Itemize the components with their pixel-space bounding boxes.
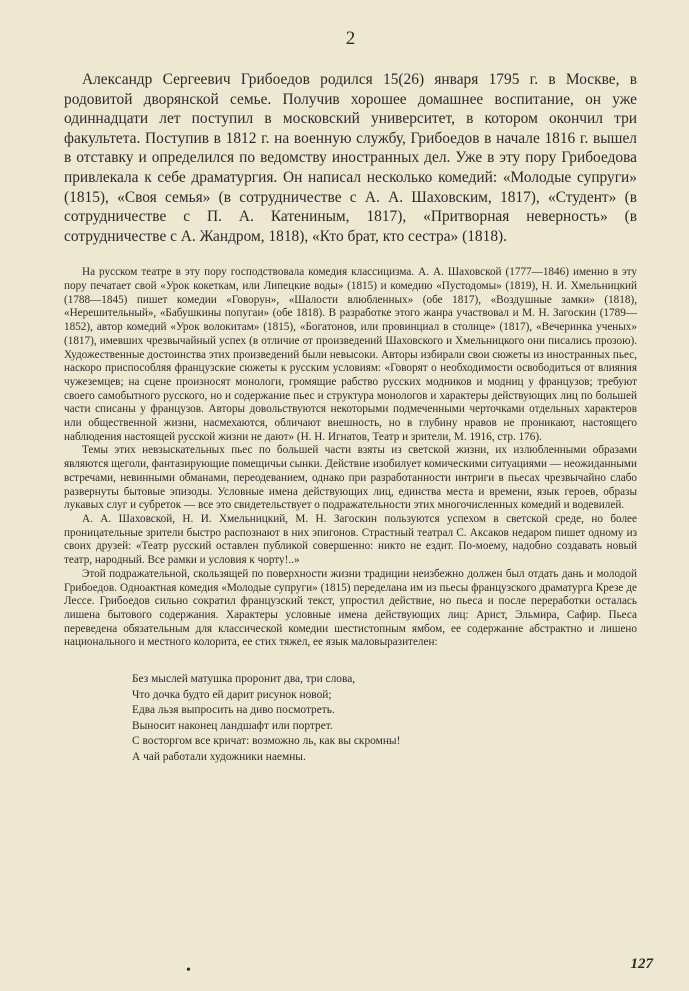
- poem-line: Едва льзя выпросить на диво посмотреть.: [132, 704, 335, 717]
- footer-mark: •: [186, 963, 191, 978]
- main-paragraph: Александр Сергеевич Грибоедов родился 15(26) января 1795 г. в Москве, в родовитой дворянской семье. Получив хорошее домашнее воспитание, он уже одиннадцати лет поступил в московский университет, в котором окончил три факультета. Поступив в 1812 г. на военную службу, Грибоедов в начале 1816 г. вышел в отставку и определился по ведомству иностранных дел. Уже в эту пору Грибоедова привлекала к себе драматургия. Он написал несколько комедий: «Молодые супруги» (1815), «Своя семья» (в сотрудничестве с А. А. Шаховским, 1817), «Студент» (в сотрудничестве с П. А. Катениным, 1817), «Притворная неверность» (в сотрудничестве с А. Жандром, 1818), «Кто брат, кто сестра» (1818).: [64, 71, 637, 245]
- poem-quote: [132, 672, 637, 766]
- poem-line: С восторгом все кричат: возможно ль, как вы скромны!: [132, 735, 401, 748]
- note-paragraph: Этой подражательной, скользящей по поверхности жизни традиции неизбежно должен был отдать дань и молодой Грибоедов. Одноактная комедия «Молодые супруги» (1815) переделана им из пьесы французского драматурга Крезе де Лессе. Грибоедов сильно сократил французский текст, упростил действие, но пьеса и после переработки осталась лишена бытового содержания. Характеры условные имена действующих лиц: Арист, Эльмира, Сафир. Пьеса переведена обязательным для классической комедии шестистопным ямбом, ее содержание абстрактно и лишено национального и местного колорита, ее стих тяжел, ее язык маловыразителен:: [64, 567, 637, 649]
- poem-line: Без мыслей матушка проронит два, три слова,: [132, 673, 356, 686]
- folio-number: 127: [630, 956, 653, 972]
- poem-line: А чай работали художники наемны.: [132, 751, 306, 763]
- page-number: 2: [345, 28, 356, 49]
- poem-line: Что дочка будто ей дарит рисунок новой;: [132, 688, 332, 701]
- note-paragraph: На русском театре в эту пору господствовала комедия классицизма. А. А. Шаховской (1777—1846) именно в эту пору печатает свой «Урок кокеткам, или Липецкие воды» (1815) и комедию «Пустодомы» (1819), Н. И. Хмельницкий (1788—1845) пишет комедии «Говорун», «Шалости влюбленных» (обе 1817), «Воздушные замки» (1818), «Нерешительный», «Бабушкины попугаи» (обе 1818). В разработке этого жанра участвовал и М. Н. Загоскин (1789—1852), автор комедий «Урок волокитам» (1815), «Богатонов, или провинциал в столице» (1817), «Вечеринка ученых» (1817), имевших чрезвычайный успех (в отличие от произведений Шаховского и Хмельницкого они писались прозою). Художественные достоинства этих произведений были невысоки. Авторы избирали свои сюжеты из иностранных пьес, наскоро приспособляя французские сюжеты к русским условиям: «Говорят о необходимости освободиться от влияния чужеземцев; на сцене произносят монологи, громящие рабство русских модников и модниц у французов; требуют своего самобытного русского, но и содержание пьес и структура монологов и характеры действующих лиц по большей части списаны у французов. Авторы довольствуются некоторыми подмеченными черточками отдельных характеров или общественной жизни, насмехаются, обличают внешность, но в глубину нравов не проникают, настоящего наблюдения настоящей русской жизни не дают» (Н. Н. Игнатов, Театр и зрители, М. 1916, стр. 176).: [64, 266, 637, 443]
- note-paragraph: Темы этих невзыскательных пьес по большей части взяты из светской жизни, их излюбленными образами являются щеголи, фантазирующие помещичьи сынки. Действие изобилует комическими ситуациями — неожиданными встречами, невинными обманами, переодеванием, однако при разработанности интриги в пьесах чрезвычайно слабо развернуты бытовые эпизоды. Условные имена действующих лиц, единства места и времени, язык героев, образы лукавых слуг и субреток — все это свидетельствует о подражательности этих многочисленных комедий и водевилей.: [64, 444, 637, 512]
- poem-line: Выносит наконец ландшафт или портрет.: [132, 719, 333, 732]
- notes-section: [64, 266, 637, 650]
- note-paragraph: А. А. Шаховской, Н. И. Хмельницкий, М. Н. Загоскин пользуются успехом в светской среде, но более проницательные зрители быстро распознают в них эпигонов. Страстный театрал С. Аксаков недаром пишет одному из своих друзей: «Театр русский оставлен публикой совершенно: никто не ездит. По-моему, надобно создавать новый театр, народный. Все рамки и условия к чорту!..»: [64, 513, 637, 567]
